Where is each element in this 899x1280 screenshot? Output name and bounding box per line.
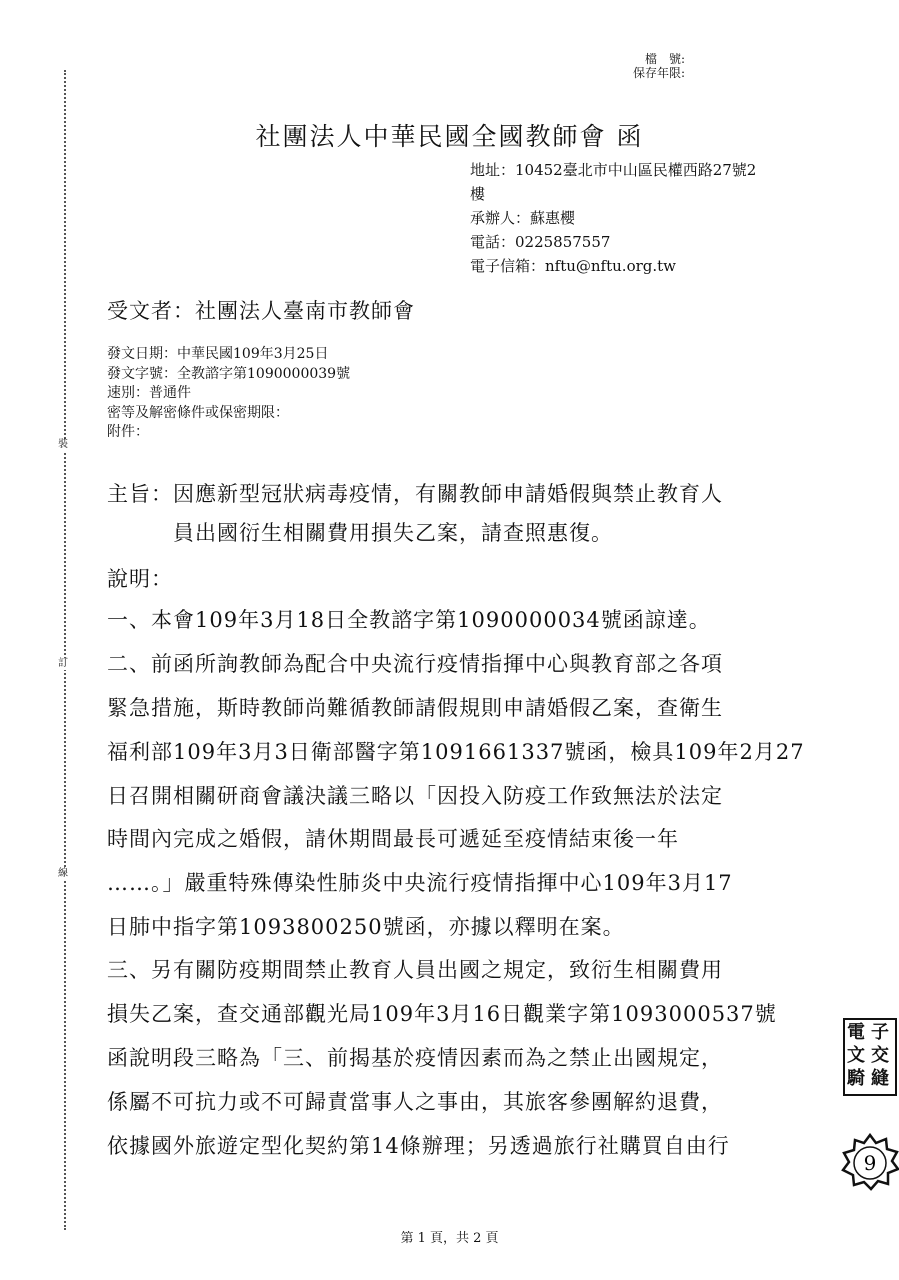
body-line: 日召開相關研商會議決議三略以「因投入防疫工作致無法於法定 [107, 784, 723, 808]
stamp-char: 縫 [871, 1068, 889, 1089]
body-line: 一、本會109年3月18日全教諮字第1090000034號函諒達。 [107, 608, 711, 632]
body-line: 日肺中指字第1093800250號函，亦據以釋明在案。 [107, 915, 625, 939]
seal-icon [841, 1133, 899, 1191]
sender-info [470, 158, 815, 278]
dispatch-speed: 速別：普通件 [107, 385, 191, 401]
body-line: 二、前函所詢教師為配合中央流行疫情指揮中心與教育部之各項 [107, 652, 723, 676]
document-title: 社團法人中華民國全國教師會 函 [255, 122, 644, 151]
body-line: 緊急措施，斯時教師尚難循教師請假規則申請婚假乙案，查衛生 [107, 696, 723, 720]
attachments: 附件： [107, 424, 149, 440]
dispatch-meta [107, 345, 350, 443]
body-line: 依據國外旅遊定型化契約第14條辦理；另透過旅行社購買自由行 [107, 1134, 730, 1158]
sender-contact: 承辦人：蘇惠櫻 [470, 209, 576, 227]
explanation-heading: 說明： [107, 567, 173, 591]
body-line: 福利部109年3月3日衛部醫字第1091661337號函，檢具109年2月27 [107, 740, 805, 764]
subject-line-2: 員出國衍生相關費用損失乙案，請查照惠復。 [107, 521, 613, 545]
body-line: 損失乙案，查交通部觀光局109年3月16日觀業字第1093000537號 [107, 1002, 777, 1026]
recipient: 受文者：社團法人臺南市教師會 [107, 299, 415, 323]
binding-mark-zhuang: 裝 [58, 439, 68, 450]
stamp-char: 交 [871, 1045, 889, 1066]
stamp-char: 子 [871, 1022, 889, 1043]
body-line: 時間內完成之婚假，請休期間最長可遞延至疫情結束後一年 [107, 827, 679, 851]
stamp-char: 文 [847, 1045, 865, 1066]
sender-email: 電子信箱：nftu@nftu.org.tw [470, 257, 677, 275]
binding-dotted-line [64, 70, 66, 1230]
electronic-document-stamp [843, 1018, 897, 1096]
retention-period-label: 保存年限: [632, 66, 685, 80]
seal-graphic [841, 1133, 899, 1191]
sender-phone: 電話：0225857557 [470, 233, 611, 251]
dispatch-reference-number: 發文字號：全教諮字第1090000039號 [107, 365, 351, 382]
binding-mark-xian: 線 [58, 868, 68, 879]
body-line: 函說明段三略為「三、前揭基於疫情因素而為之禁止出國規定， [107, 1046, 723, 1070]
file-number-label: 檔 號: [644, 52, 685, 66]
sender-address-line-2: 樓 [470, 185, 486, 203]
binding-mark-ding: 訂 [58, 658, 68, 669]
dispatch-date: 發文日期：中華民國109年3月25日 [107, 346, 329, 362]
subject-line-1: 主旨：因應新型冠狀病毒疫情，有關教師申請婚假與禁止教育人 [107, 482, 723, 506]
body-line: ……。」嚴重特殊傳染性肺炎中央流行疫情指揮中心109年3月17 [107, 871, 733, 895]
stamp-char: 電 [847, 1022, 865, 1043]
sender-address-line-1: 地址：10452臺北市中山區民權西路27號2 [470, 161, 757, 179]
secrecy-level: 密等及解密條件或保密期限： [107, 404, 289, 421]
body-line: 係屬不可抗力或不可歸責當事人之事由，其旅客參團解約退費， [107, 1090, 723, 1114]
stamp-char: 騎 [847, 1068, 865, 1089]
page-number: 第 1 頁，共 2 頁 [400, 1231, 499, 1246]
archive-info [615, 52, 685, 80]
body-line: 三、另有關防疫期間禁止教育人員出國之規定，致衍生相關費用 [107, 958, 723, 982]
seal-number: 9 [863, 1151, 877, 1175]
